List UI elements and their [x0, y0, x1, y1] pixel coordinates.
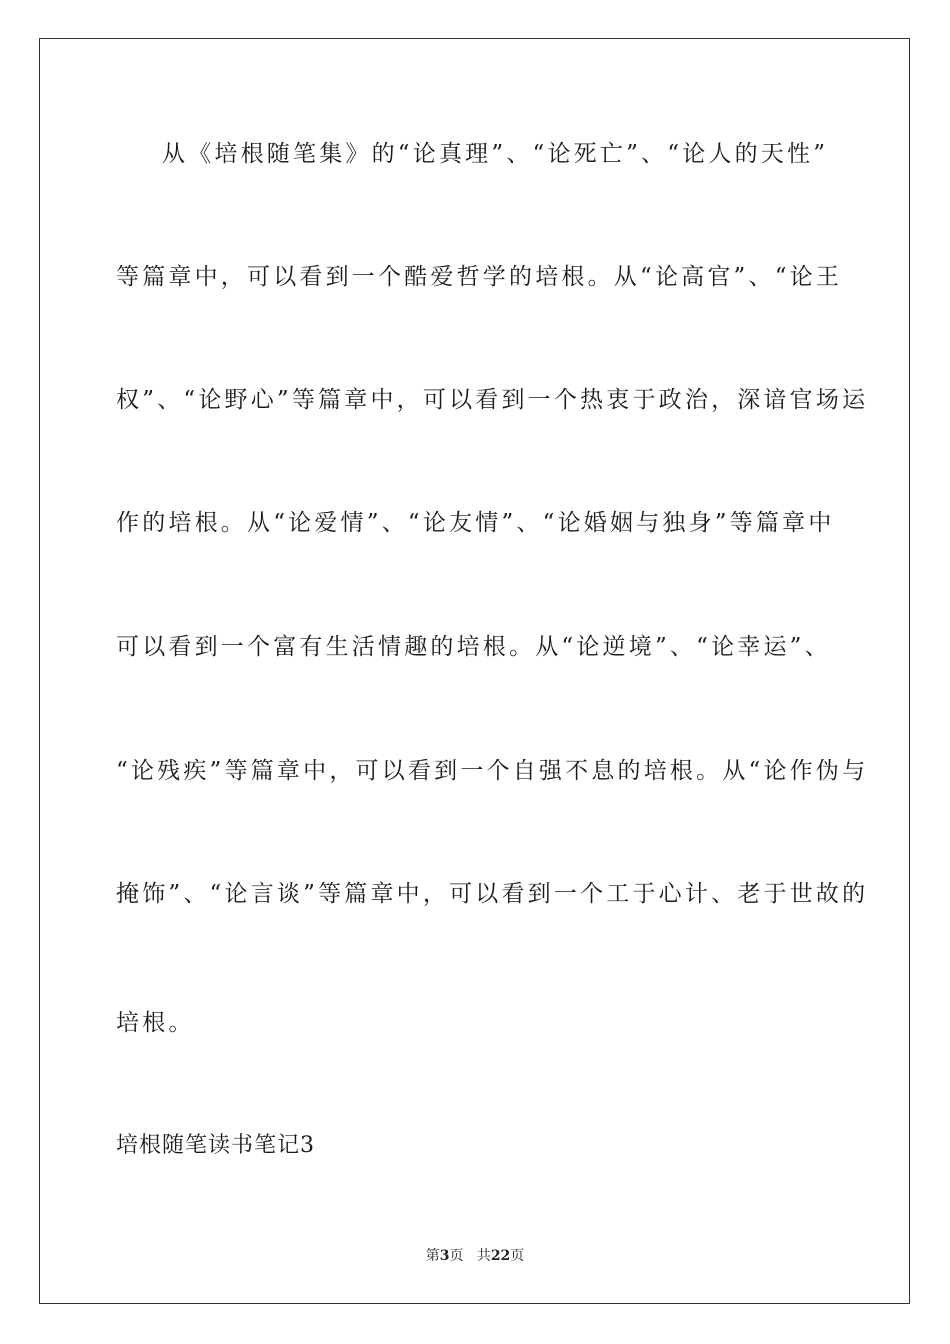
paragraph-line-3: 权”、“论野心”等篇章中，可以看到一个热衷于政治，深谙官场运: [116, 387, 869, 413]
total-prefix: 共: [476, 1248, 491, 1264]
paragraph-line-6: “论残疾”等篇章中，可以看到一个自强不息的培根。从“论作伪与: [116, 758, 869, 784]
page-suffix: 页: [449, 1248, 464, 1264]
page-prefix: 第: [425, 1248, 440, 1264]
page-footer: [0, 1246, 950, 1266]
paragraph-line-1: 从《培根随笔集》的“论真理”、“论死亡”、“论人的天性”: [162, 141, 829, 167]
section-heading: 培根随笔读书笔记3: [116, 1133, 315, 1158]
page-frame: [39, 38, 910, 1304]
total-suffix: 页: [510, 1248, 525, 1264]
paragraph-line-2: 等篇章中，可以看到一个酷爱哲学的培根。从“论高官”、“论王: [116, 264, 843, 290]
paragraph-line-8: 培根。: [116, 1010, 195, 1036]
paragraph-line-5: 可以看到一个富有生活情趣的培根。从“论逆境”、“论幸运”、: [116, 634, 831, 660]
current-page-number: 3: [439, 1248, 450, 1264]
paragraph-line-4: 作的培根。从“论爱情”、“论友情”、“论婚姻与独身”等篇章中: [116, 510, 835, 536]
total-pages-number: 22: [490, 1248, 511, 1264]
paragraph-line-7: 掩饰”、“论言谈”等篇章中，可以看到一个工于心计、老于世故的: [116, 881, 869, 907]
